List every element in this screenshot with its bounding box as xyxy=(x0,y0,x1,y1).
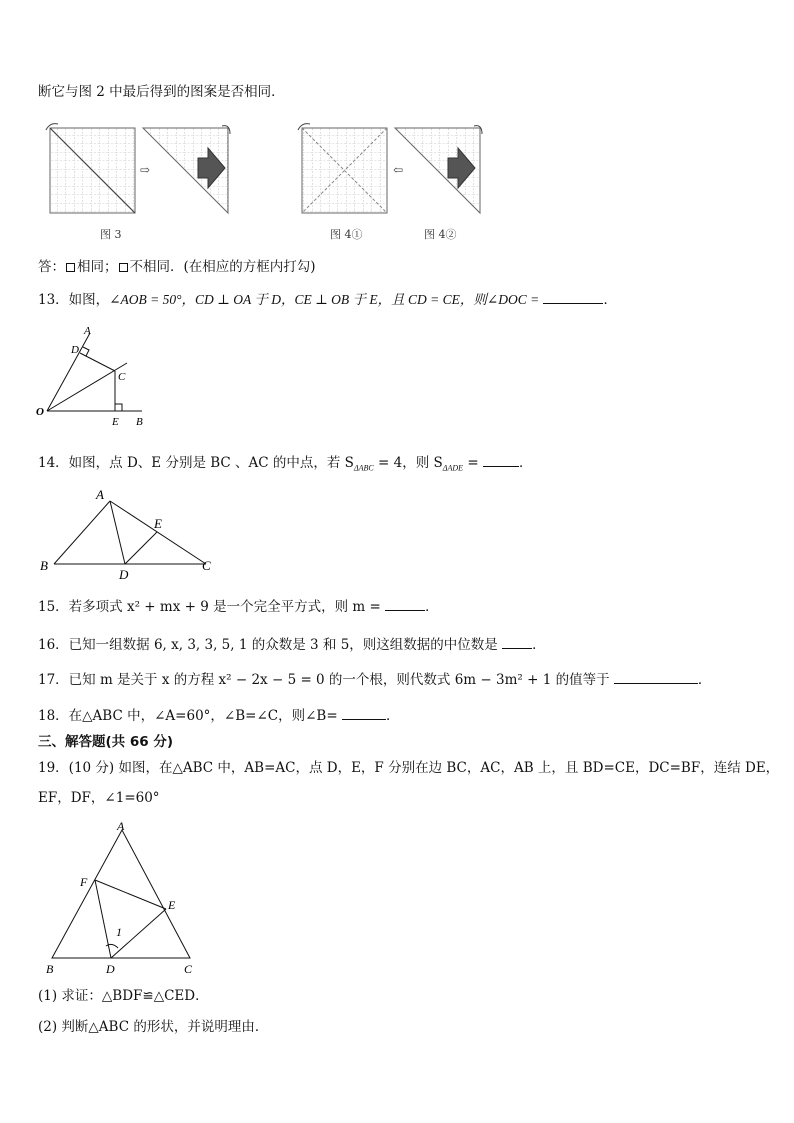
question-13: 13．如图，∠AOB = 50°，CD ⊥ OA 于 D，CE ⊥ OB 于 E，且 CD = CE，则∠DOC = ． xyxy=(38,292,617,308)
q13-label-A: A xyxy=(84,325,91,337)
section-heading: 三、解答题(共 66 分) xyxy=(38,734,174,750)
q14-label-B: B xyxy=(40,558,48,573)
answer-blank-15[interactable] xyxy=(385,597,425,611)
question-19-line2: EF，DF，∠1=60° xyxy=(38,790,160,806)
answer-blank-18[interactable] xyxy=(342,706,386,720)
folding-figures xyxy=(40,118,500,223)
arrow-right-icon: ⇨ xyxy=(140,163,151,177)
q13-label-E: E xyxy=(112,416,119,428)
answer-blank-13[interactable] xyxy=(543,290,603,304)
question-18: 18．在△ABC 中，∠A=60°，∠B=∠C，则∠B= ． xyxy=(38,708,400,724)
fig4-2-triangle xyxy=(395,126,482,213)
q19-label-D: D xyxy=(106,962,115,976)
fig3-square xyxy=(46,124,135,213)
caption-fig4-1: 图 4① xyxy=(330,228,363,241)
q19-label-1: 1 xyxy=(116,925,122,939)
q19-label-C: C xyxy=(184,962,193,976)
fig3-triangle xyxy=(143,126,230,213)
q13-label-O: O xyxy=(36,406,44,418)
caption-fig4-2: 图 4② xyxy=(424,228,457,241)
answer-line: 答： 相同； 不相同．(在相应的方框内打勾) xyxy=(38,259,316,275)
q19-label-A: A xyxy=(117,819,125,833)
q14-figure xyxy=(36,486,221,581)
q19-label-B: B xyxy=(46,962,54,976)
q13-label-B: B xyxy=(136,416,143,428)
arrow-left-icon: ⇦ xyxy=(393,163,404,177)
question-14: 14．如图，点 D、E 分别是 BC 、AC 的中点，若 $S_{\Delta ABC} = 4$，则 $S_{\Delta ADE}$ = ． xyxy=(38,455,533,473)
answer-blank-17[interactable] xyxy=(614,670,698,684)
q14-label-C: C xyxy=(202,558,211,573)
intro-line: 断它与图 2 中最后得到的图案是否相同． xyxy=(38,84,285,100)
q14-label-E: E xyxy=(154,516,162,531)
q19-figure xyxy=(40,818,210,983)
caption-fig3: 图 3 xyxy=(100,228,122,241)
question-19-part2: (2) 判断△ABC 的形状，并说明理由． xyxy=(38,1019,269,1035)
q19-label-E: E xyxy=(168,898,176,912)
q14-label-D: D xyxy=(119,567,129,581)
question-17: 17．已知 m 是关于 x 的方程 x² − 2x − 5 = 0 的一个根，则代数式 6m − 3m² + 1 的值等于 ． xyxy=(38,672,712,688)
question-15: 15．若多项式 x² + mx + 9 是一个完全平方式，则 m = ． xyxy=(38,599,439,615)
fig4-1-square xyxy=(298,124,387,213)
q13-label-D: D xyxy=(71,344,79,356)
checkbox-same[interactable] xyxy=(66,263,75,272)
question-19-line1: 19．(10 分) 如图，在△ABC 中，AB=AC，点 D，E，F 分别在边 BC，AC，AB 上，且 BD=CE，DC=BF，连结 DE， xyxy=(38,760,780,776)
q14-label-A: A xyxy=(96,487,104,502)
q13-label-C: C xyxy=(118,371,126,383)
question-16: 16．已知一组数据 6, x, 3, 3, 5, 1 的众数是 3 和 5，则这组数据的中位数是 ． xyxy=(38,637,546,653)
q19-label-F: F xyxy=(80,875,88,889)
answer-blank-14[interactable] xyxy=(483,453,519,467)
answer-blank-16[interactable] xyxy=(502,635,532,649)
checkbox-different[interactable] xyxy=(119,263,128,272)
q13-figure xyxy=(32,325,162,430)
question-19-part1: (1) 求证：△BDF≌△CED． xyxy=(38,988,209,1004)
